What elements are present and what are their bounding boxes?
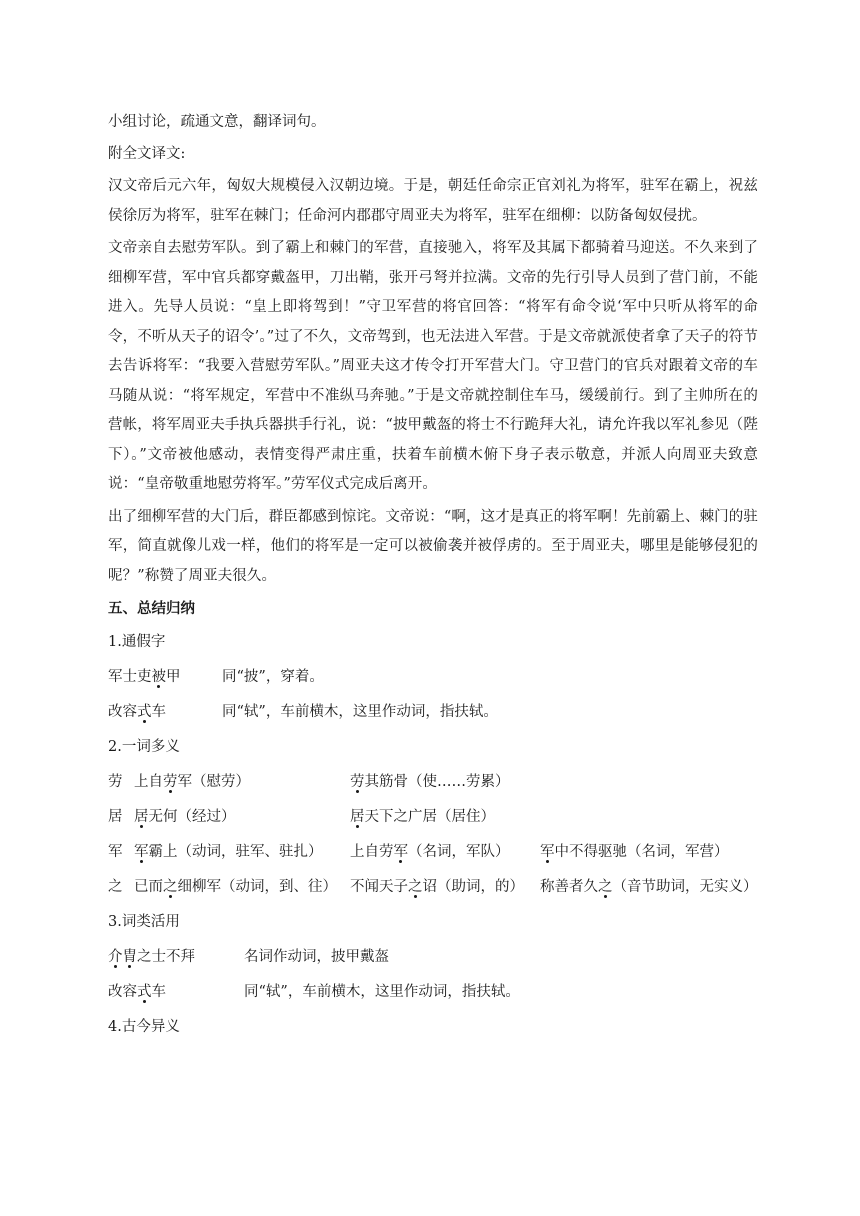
usage-text: 无何（经过） (148, 809, 236, 825)
usage-c (540, 838, 729, 867)
task-instruction: 小组讨论，疏通文意，翻译词句。 (108, 114, 326, 130)
polysemy-row (108, 873, 758, 902)
usage-dotted-char: 之 (408, 879, 423, 895)
term-text: 车 (151, 984, 166, 1000)
usage-dotted-char: 之 (163, 879, 178, 895)
term-text: 车 (151, 704, 166, 720)
usage-text: 不闻天子 (350, 879, 408, 895)
usage-text: 天下之广居（居住） (364, 809, 495, 825)
polysemy-char: 居 (108, 809, 123, 825)
term-dotted-char: 介 (108, 949, 123, 965)
term-text: 改容 (108, 704, 137, 720)
usage-text: 诏（助词，的） (422, 879, 524, 895)
usage-text: 中不得驱驰（名词，军营） (554, 844, 729, 860)
polysemy-char: 之 (108, 879, 123, 895)
translation-paragraph-1 (108, 172, 758, 231)
usage-text: 细柳军（动词，到、往） (177, 879, 337, 895)
usage-a (134, 768, 350, 797)
appendix-label: 附全文译文: (108, 146, 186, 162)
explanation: 名词作动词，披甲戴盔 (244, 949, 389, 965)
explanation: 同“轼”，车前横木，这里作动词，指扶轼。 (244, 984, 520, 1000)
term-dotted-char: 式 (137, 704, 152, 720)
usage-text: 已而 (134, 879, 163, 895)
usage-c (540, 873, 758, 902)
translation-text-3: 出了细柳军营的大门后，群臣都感到惊诧。文帝说：“啊，这才是真正的将军啊！先前霸上、棘门的驻军，简直就像儿戏一样，他们的将军是一定可以被偷袭并被俘虏的。至于周亚夫，哪里是能够侵犯的呢？”称赞了周亚夫很久。 (108, 508, 758, 584)
term-text: 甲 (166, 669, 181, 685)
usage-a (134, 838, 350, 867)
usage-a (134, 873, 350, 902)
section-title-yiciduoyi: 2.一词多义 (108, 739, 180, 755)
usage-dotted-char: 之 (598, 879, 613, 895)
term-dotted-char: 胄 (122, 949, 137, 965)
term-text: 改容 (108, 984, 137, 1000)
usage-text: 上自劳 (350, 844, 394, 860)
usage-text: 军（慰劳） (177, 774, 250, 790)
usage-b (350, 768, 540, 797)
usage-dotted-char: 军 (134, 844, 149, 860)
term-text: 之士不拜 (137, 949, 195, 965)
usage-text: 称善者久 (540, 879, 598, 895)
word-class-row (108, 978, 758, 1007)
term (108, 943, 244, 972)
usage-text: （音节助词，无实义） (612, 879, 758, 895)
usage-a (134, 803, 350, 832)
translation-text-2: 文帝亲自去慰劳军队。到了霸上和棘门的军营，直接驰入，将军及其属下都骑着马迎送。不久来到了细柳军营，军中官兵都穿戴盔甲，刀出鞘，张开弓弩并拉满。文帝的先行引导人员到了营门前，不能进入。先导人员说：“皇上即将驾到！”守卫军营的将官回答：“将军有命令说‘军中只听从将军的命令，不听从天子的诏令’。”过了不久，文帝驾到，也无法进入军营。于是文帝就派使者拿了天子的符节去告诉将军：“我要入营慰劳军队。”周亚夫这才传令打开军营大门。守卫营门的官兵对跟着文帝的车马随从说：“将军规定，军营中不准纵马奔驰。”于是文帝就控制住车马，缓缓前行。到了主帅所在的营帐，将军周亚夫手执兵器拱手行礼，说：“披甲戴盔的将士不行跪拜大礼，请允许我以军礼参见（陛下）。”文帝被他感动，表情变得严肃庄重，扶着车前横木俯下身子表示敬意，并派人向周亚夫致意说：“皇帝敬重地慰劳将军。”劳军仪式完成后离开。 (108, 240, 758, 492)
explanation: 同“披”，穿着。 (222, 669, 324, 685)
translation-paragraph-3 (108, 503, 758, 592)
section-title-tongjiazi: 1.通假字 (108, 634, 166, 650)
usage-text: 霸上（动词，驻军、驻扎） (148, 844, 323, 860)
usage-b (350, 873, 540, 902)
translation-paragraph-2 (108, 234, 758, 500)
usage-text: 其筋骨（使……劳累） (364, 774, 510, 790)
translation-text-1: 汉文帝后元六年，匈奴大规模侵入汉朝边境。于是，朝廷任命宗正官刘礼为将军，驻军在霸上，祝兹侯徐厉为将军，驻军在棘门；任命河内郡郡守周亚夫为将军，驻军在细柳：以防备匈奴侵扰。 (108, 178, 758, 224)
polysemy-char: 劳 (108, 774, 123, 790)
usage-dotted-char: 居 (134, 809, 149, 825)
term-dotted-char: 式 (137, 984, 152, 1000)
polysemy-char: 军 (108, 844, 123, 860)
word-class-row (108, 943, 758, 972)
section-title-gujinyiyi: 4.古今异义 (108, 1019, 180, 1035)
usage-dotted-char: 军 (540, 844, 555, 860)
usage-text: 上自 (134, 774, 163, 790)
term (108, 978, 244, 1007)
usage-text: （名词，军队） (408, 844, 510, 860)
tongjiazi-row (108, 663, 758, 692)
usage-dotted-char: 劳 (163, 774, 178, 790)
usage-dotted-char: 军 (393, 844, 408, 860)
tongjiazi-row (108, 698, 758, 727)
term-text: 军士吏 (108, 669, 152, 685)
term (108, 698, 222, 727)
polysemy-row (108, 838, 758, 867)
usage-dotted-char: 居 (350, 809, 365, 825)
usage-b (350, 803, 540, 832)
usage-dotted-char: 劳 (350, 774, 365, 790)
polysemy-row (108, 768, 758, 797)
usage-b (350, 838, 540, 867)
explanation: 同“轼”，车前横木，这里作动词，指扶轼。 (222, 704, 498, 720)
polysemy-row (108, 803, 758, 832)
term-dotted-char: 被 (151, 669, 166, 685)
summary-heading: 五、总结归纳 (108, 601, 195, 617)
term (108, 663, 222, 692)
section-title-cileihuoyong: 3.词类活用 (108, 914, 180, 930)
document-page (108, 108, 758, 1048)
